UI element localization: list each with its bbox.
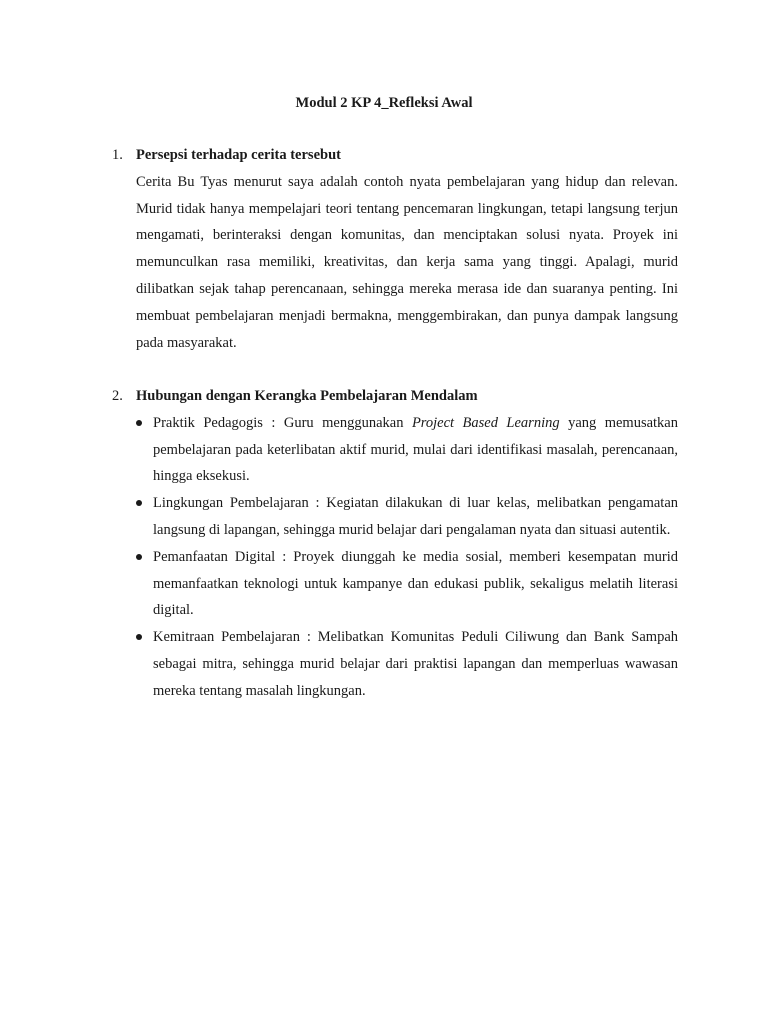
section-paragraph: Cerita Bu Tyas menurut saya adalah contoh nyata pembelajaran yang hidup dan relevan. Murid tidak hanya mempelajari teori tentang pencemaran lingkungan, tetapi langsung terjun mengamati, berinteraksi dengan komunitas, dan menciptakan solusi nyata. Proyek ini memunculkan rasa memiliki, kreativitas, dan kerja sama yang tinggi. Apalagi, murid dilibatkan sejak tahap perencanaan, sehingga mereka merasa ide dan suaranya penting. Ini membuat pembelajaran menjadi bermakna, menggembirakan, dan punya dampak langsung pada masyarakat. (136, 173, 678, 351)
bullet-icon (136, 500, 142, 506)
list-number: 1. (112, 147, 123, 163)
bullet-text-after: yang memusatkan pembelajaran pada keterlibatan aktif murid, mulai dari identifikasi masalah, perencanaan, hingga eksekusi. (153, 414, 678, 485)
bullet-icon (136, 634, 142, 640)
bullet-text: Kemitraan Pembelajaran : Melibatkan Komunitas Peduli Ciliwung dan Bank Sampah sebagai mitra, sehingga murid belajar dari praktisi lapangan dan memperluas wawasan mereka tentang masalah lingkungan. (153, 629, 678, 699)
bullet-item-learning-environment (136, 490, 678, 544)
bullet-item-learning-partnership (136, 624, 678, 704)
list-number: 2. (112, 388, 123, 404)
section-framework-relation (112, 383, 678, 705)
bullet-item-digital-utilization (136, 544, 678, 624)
bullet-text-before: Praktik Pedagogis : Guru menggunakan (153, 414, 412, 431)
section-heading: Persepsi terhadap cerita tersebut (136, 147, 341, 163)
bullet-list (112, 410, 678, 705)
section-heading-row (112, 142, 678, 169)
bullet-text-italic: Project Based Learning (411, 414, 560, 431)
document-title: Modul 2 KP 4_Refleksi Awal (295, 95, 473, 111)
section-heading-row (112, 383, 678, 410)
bullet-item-pedagogical-practice (136, 410, 678, 490)
section-perception (112, 142, 678, 356)
bullet-text: Pemanfaatan Digital : Proyek diunggah ke media sosial, memberi kesempatan murid memanfaatkan teknologi untuk kampanye dan edukasi publik, sekaligus melatih literasi digital. (153, 548, 678, 619)
bullet-icon (136, 554, 142, 560)
bullet-text: Lingkungan Pembelajaran : Kegiatan dilakukan di luar kelas, melibatkan pengamatan langsung di lapangan, sehingga murid belajar dari pengalaman nyata dan situasi autentik. (153, 495, 678, 538)
bullet-icon (136, 420, 142, 426)
section-heading: Hubungan dengan Kerangka Pembelajaran Mendalam (136, 388, 478, 404)
